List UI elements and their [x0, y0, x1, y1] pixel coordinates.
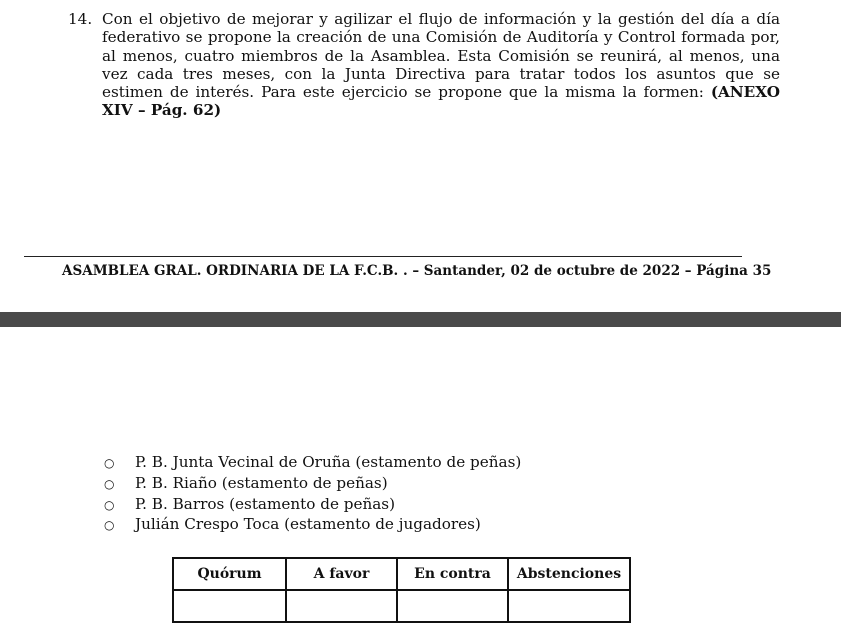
member-name: P. B. Riaño (estamento de peñas) [135, 473, 388, 492]
item-text [102, 10, 780, 120]
member-list [104, 452, 521, 535]
member-name: P. B. Junta Vecinal de Oruña (estamento de peñas) [135, 453, 522, 471]
circle-bullet-icon: ○ [104, 518, 115, 533]
annex-reference: (ANEXO XIV – Pág. 62) [102, 83, 780, 120]
item-body: Con el objetivo de mejorar y agilizar el flujo de información y la gestión del día a día federativo se propone la creación de una Comisión de Auditoría y Control formada por, al menos, cuatro miembros de la Asamblea. Esta Comisión se reunirá, al menos, una vez cada tres meses, con la Junta Directiva para tratar todos los asuntos que se estimen de interés. Para este ejercicio se propone que la misma la formen: [102, 10, 780, 102]
table-row [173, 590, 630, 622]
footer-rule [24, 256, 742, 257]
list-item [104, 494, 521, 515]
table-header-row [173, 558, 630, 590]
vote-table [172, 557, 631, 623]
cell-quorum [173, 590, 286, 622]
cell-abstenciones [508, 590, 630, 622]
member-name: P. B. Barros (estamento de peñas) [135, 494, 396, 513]
circle-bullet-icon: ○ [104, 456, 115, 470]
list-item [104, 452, 521, 473]
page-36 [0, 327, 841, 638]
header-quorum: Quórum [173, 558, 286, 590]
header-en-contra: En contra [397, 558, 508, 590]
circle-bullet-icon: ○ [104, 497, 115, 512]
list-item [104, 473, 521, 494]
cell-en-contra [397, 590, 508, 622]
circle-bullet-icon: ○ [104, 476, 115, 491]
item-number: 14. [68, 10, 93, 28]
page-footer: ASAMBLEA GRAL. ORDINARIA DE LA F.C.B. . – Santander, 02 de octubre de 2022 – Página 35 [62, 263, 772, 279]
page-35 [0, 0, 841, 312]
cell-a-favor [286, 590, 397, 622]
member-name: Julián Crespo Toca (estamento de jugadores) [135, 515, 481, 534]
page-separator [0, 312, 841, 327]
header-a-favor: A favor [286, 558, 397, 590]
list-item [104, 514, 521, 535]
agenda-item-14 [68, 10, 780, 120]
header-abstenciones: Abstenciones [508, 558, 630, 590]
